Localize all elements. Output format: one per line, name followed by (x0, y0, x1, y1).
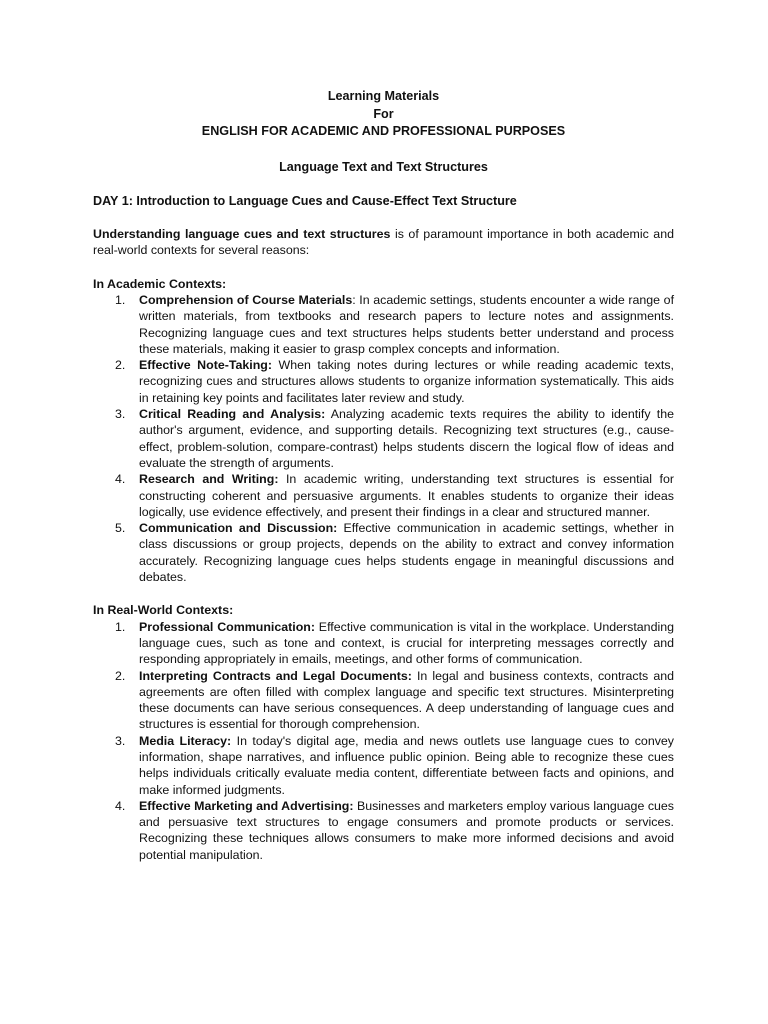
list-item (93, 357, 674, 406)
list-term: Effective Note-Taking: (139, 358, 272, 373)
intro-text: is of paramount importance in both academic and real-world contexts for several reasons: (93, 227, 674, 258)
document-title (93, 88, 674, 141)
list-text: Effective communication in academic settings, whether in class discussions or group projects, depends on the ability to extract and convey information accurately. Recognizing language cues helps students engage in meaningful discussions and debates. (139, 521, 674, 585)
academic-heading: In Academic Contexts: (93, 276, 227, 291)
list-number: 4. (115, 798, 126, 813)
academic-list (93, 292, 674, 585)
list-term: Effective Marketing and Advertising: (139, 798, 354, 813)
list-sep: : (352, 292, 356, 307)
list-number: 1. (115, 292, 126, 307)
realworld-list (93, 619, 674, 863)
document-subtitle: Language Text and Text Structures (279, 159, 488, 174)
list-number: 5. (115, 521, 126, 536)
intro-paragraph (93, 226, 674, 259)
list-item (93, 668, 674, 733)
document-page (93, 88, 674, 863)
title-line-2: For (373, 106, 394, 121)
list-item (93, 798, 674, 863)
title-line-3: ENGLISH FOR ACADEMIC AND PROFESSIONAL PURPOSES (201, 124, 566, 138)
list-text: Businesses and marketers employ various language cues and persuasive text structures to engage consumers and promote products or services. Recognizing these techniques allows consumers to make more informed decisions and avoid potential manipulation. (139, 798, 674, 862)
list-term: Communication and Discussion: (139, 521, 338, 536)
list-term: Media Literacy: (139, 733, 232, 748)
intro-bold: Understanding language cues and text structures (93, 227, 391, 242)
list-number: 3. (115, 733, 126, 748)
list-item (93, 471, 674, 520)
list-text: When taking notes during lectures or while reading academic texts, recognizing cues and structures allows students to organize information systematically. This aids in retaining key points and facilitates later review and study. (139, 358, 675, 405)
list-text: In today's digital age, media and news outlets use language cues to convey information, shape narratives, and influence public opinion. Being able to recognize these cues helps individuals critically evaluate media content, differentiate between facts and opinions, and make informed judgments. (139, 733, 674, 797)
list-item (93, 619, 674, 668)
list-item (93, 520, 674, 585)
list-number: 1. (115, 619, 126, 634)
title-line-1: Learning Materials (327, 89, 440, 103)
list-number: 2. (115, 668, 126, 683)
list-term: Comprehension of Course Materials (139, 292, 353, 307)
list-text: Effective communication is vital in the workplace. Understanding language cues, such as tone and context, is crucial for interpreting messages correctly and responding appropriately in emails, meetings, and other forms of communication. (139, 619, 674, 667)
list-item (93, 406, 674, 471)
realworld-heading: In Real-World Contexts: (93, 603, 234, 618)
list-item (93, 733, 674, 798)
day-heading: DAY 1: Introduction to Language Cues and Cause-Effect Text Structure (93, 193, 517, 208)
list-text: Analyzing academic texts requires the ability to identify the author's argument, evidence, and supporting details. Recognizing text structures (e.g., cause-effect, problem-solution, compare-contrast) helps students discern the logical flow of ideas and evaluate the strength of arguments. (139, 407, 674, 470)
list-text: In academic writing, understanding text structures is essential for constructing coherent and persuasive arguments. It enables students to organize their ideas logically, use evidence effectively, and present their findings in a clear and structured manner. (139, 472, 675, 519)
list-term: Critical Reading and Analysis: (139, 407, 326, 422)
list-text: In legal and business contexts, contracts and agreements are often filled with complex language and specific text structures. Misinterpreting these documents can have serious consequences. A deep understanding of language cues and structures is essential for thorough comprehension. (139, 668, 674, 732)
list-term: Professional Communication: (139, 619, 315, 634)
list-term: Research and Writing: (139, 472, 279, 487)
list-text: In academic settings, students encounter a wide range of written materials, from textbooks and research papers to lecture notes and assignments. Recognizing language cues and text structures helps students better understand and process these materials, making it easier to grasp complex concepts and information. (139, 292, 675, 356)
list-number: 2. (115, 358, 126, 373)
list-item (93, 292, 674, 357)
list-number: 4. (115, 472, 126, 487)
list-term: Interpreting Contracts and Legal Documents: (139, 668, 412, 683)
list-number: 3. (115, 407, 126, 422)
